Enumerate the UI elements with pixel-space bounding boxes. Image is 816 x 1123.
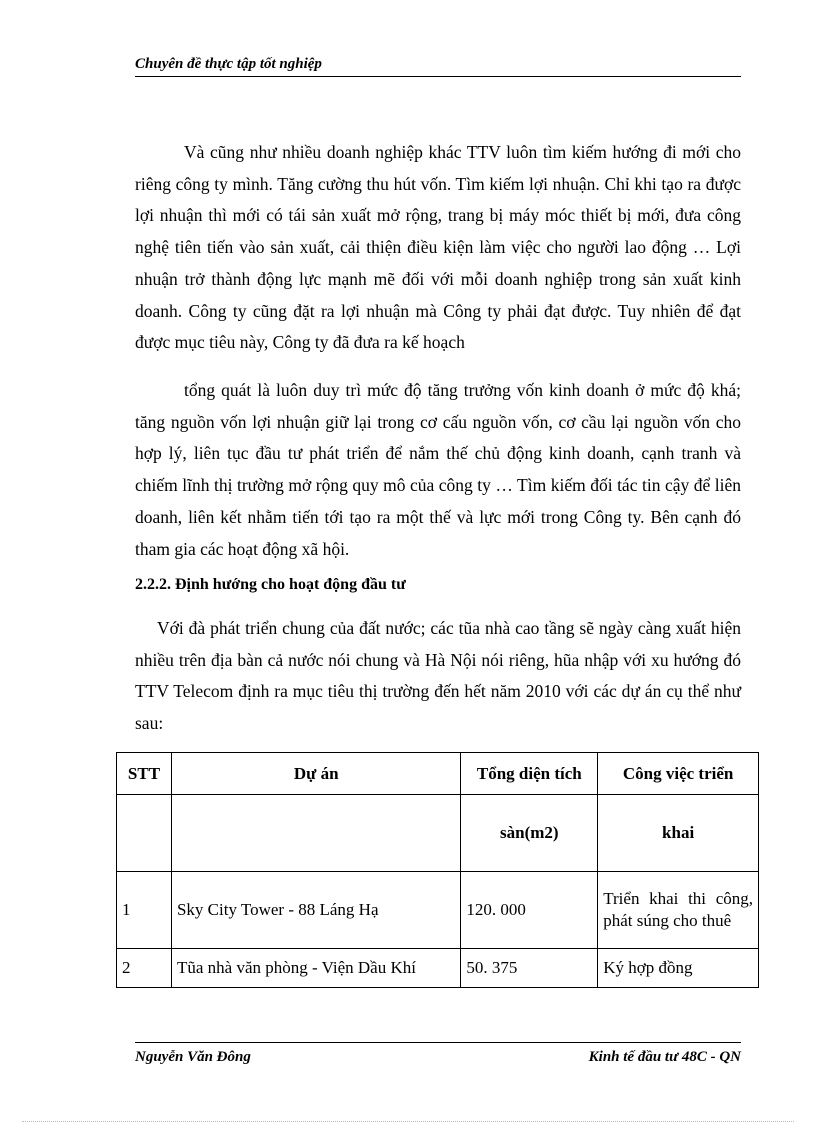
cell-stt: 1 <box>117 872 172 949</box>
page-bottom-divider <box>22 1121 794 1122</box>
paragraph-1: Và cũng như nhiều doanh nghiệp khác TTV luôn tìm kiếm hướng đi mới cho riêng công ty mình. Tăng cường thu hút vốn. Tìm kiếm lợi nhuận. Chỉ khi tạo ra được lợi nhuận thì mới có tái sản xuất mở rộng, trang bị máy móc thiết bị mới, đưa công nghệ tiên tiến vào sản xuất, cải thiện điều kiện làm việc cho người lao động … Lợi nhuận trở thành động lực mạnh mẽ đối với mỗi doanh nghiệp trong sản xuất kinh doanh. Công ty cũng đặt ra lợi nhuận mà Công ty phải đạt được. Tuy nhiên để đạt được mục tiêu này, Công ty đã đưa ra kế hoạch <box>135 142 741 353</box>
cell-project: Sky City Tower - 88 Láng Hạ <box>171 872 460 949</box>
header-stt-cont <box>117 795 172 872</box>
header-area: Tổng diện tích <box>461 753 598 795</box>
table-row <box>117 949 759 988</box>
cell-work: Ký hợp đồng <box>598 949 759 988</box>
footer-class: Kinh tế đầu tư 48C - QN <box>588 1049 741 1065</box>
footer-author: Nguyễn Văn Đông <box>135 1049 251 1065</box>
projects-table <box>116 752 759 988</box>
section-heading: 2.2.2. Định hướng cho hoạt động đầu tư <box>135 576 406 593</box>
page-header: Chuyên đề thực tập tốt nghiệp <box>135 56 741 77</box>
paragraph-2: tổng quát là luôn duy trì mức độ tăng trưởng vốn kinh doanh ở mức độ khá; tăng nguồn vốn lợi nhuận giữ lại trong cơ cấu nguồn vốn, cơ cầu lại nguồn vốn cho hợp lý, liên tục đầu tư phát triển để nắm thế chủ động kinh doanh, cạnh tranh và chiếm lĩnh thị trường mở rộng quy mô của công ty … Tìm kiếm đối tác tin cậy để liên doanh, liên kết nhằm tiến tới tạo ra một thế và lực mới trong Công ty. Bên cạnh đó tham gia các hoạt động xã hội. <box>135 380 741 559</box>
header-project: Dự án <box>171 753 460 795</box>
cell-work: Triển khai thi công, phát súng cho thuê <box>598 872 759 949</box>
cell-stt: 2 <box>117 949 172 988</box>
header-work-cont: khai <box>598 795 759 872</box>
cell-area: 120. 000 <box>461 872 598 949</box>
table-header-row <box>117 753 759 795</box>
table-header-row-2 <box>117 795 759 872</box>
cell-project: Tũa nhà văn phòng - Viện Dầu Khí <box>171 949 460 988</box>
header-area-unit: sàn(m2) <box>461 795 598 872</box>
cell-area: 50. 375 <box>461 949 598 988</box>
table-row <box>117 872 759 949</box>
header-project-cont <box>171 795 460 872</box>
page-footer <box>135 1042 741 1066</box>
header-stt: STT <box>117 753 172 795</box>
header-work: Công việc triển <box>598 753 759 795</box>
paragraph-3: Với đà phát triển chung của đất nước; các tũa nhà cao tầng sẽ ngày càng xuất hiện nhiều trên địa bàn cả nước nói chung và Hà Nội nói riêng, hũa nhập với xu hướng đó TTV Telecom định ra mục tiêu thị trường đến hết năm 2010 với các dự án cụ thể như sau: <box>135 618 741 734</box>
